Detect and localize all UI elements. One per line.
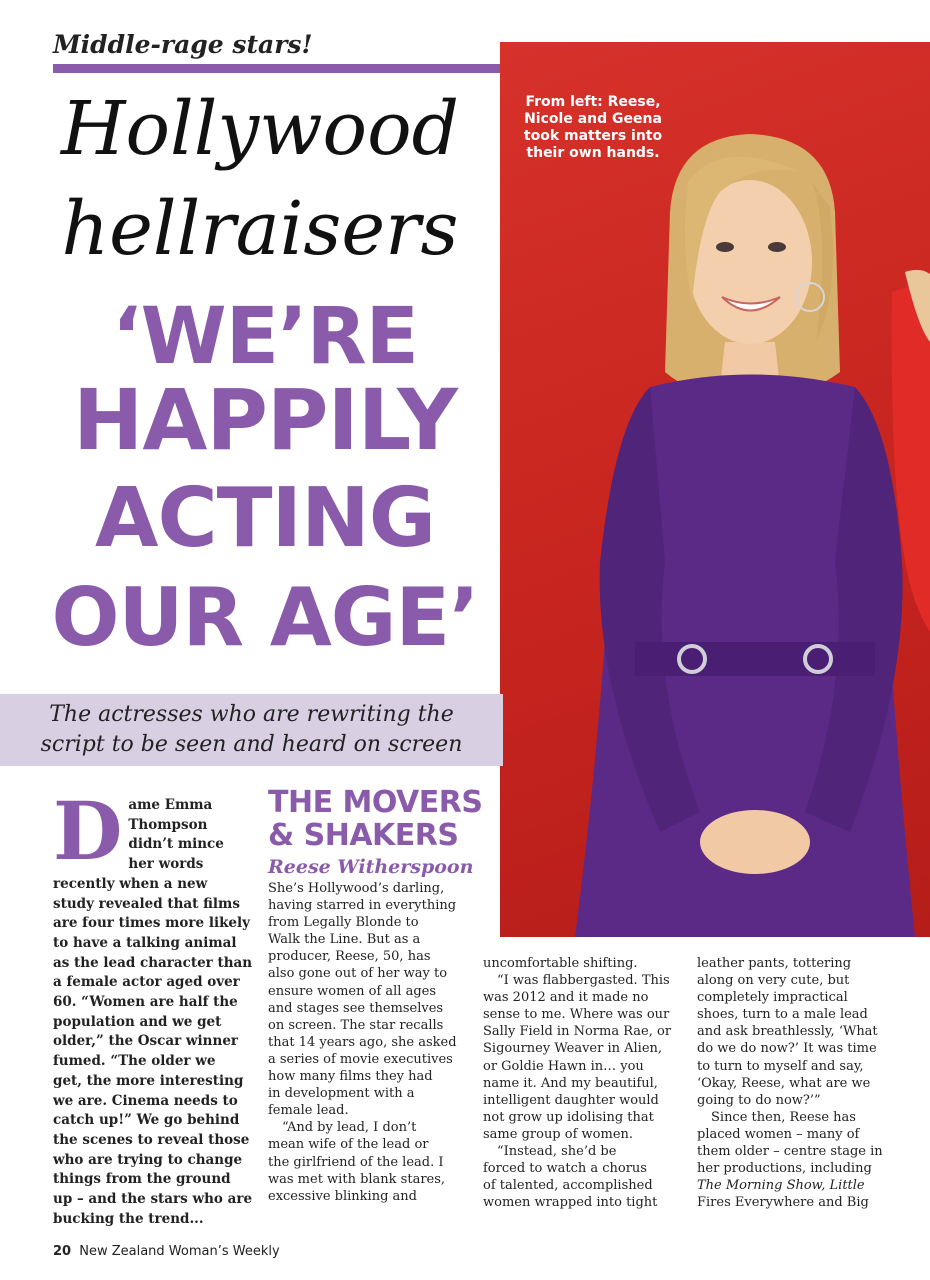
intro-line: we are. Cinema needs to — [53, 1092, 238, 1109]
headline-quote-line: ‘WE’RE — [112, 292, 418, 382]
body-line: from Legally Blonde to — [268, 915, 419, 931]
body-line: ensure women of all ages — [268, 983, 437, 999]
body-line: that 14 years ago, she asked — [268, 1034, 457, 1050]
page-footer — [53, 1244, 280, 1259]
caption-line: their own hands. — [526, 145, 660, 161]
page-number: 20 — [53, 1244, 72, 1259]
photo-caption — [518, 94, 668, 162]
intro-line: catch up!” We go behind — [53, 1112, 240, 1129]
body-line: Sigourney Weaver in Alien, — [483, 1041, 663, 1057]
body-line: female lead. — [268, 1103, 349, 1119]
standfirst — [0, 694, 503, 766]
body-line: ‘Okay, Reese, what are we — [697, 1075, 871, 1091]
body-line: how many films they had — [268, 1069, 433, 1085]
body-line: her productions, including — [697, 1161, 872, 1177]
intro-line: are four times more likely — [53, 915, 250, 932]
intro-line: older,” the Oscar winner — [53, 1033, 239, 1050]
body-line: producer, Reese, 50, has — [268, 949, 431, 965]
intro-column — [53, 784, 253, 1229]
body-line: “I was flabbergasted. This — [497, 973, 670, 989]
intro-line: up – and the stars who are — [53, 1191, 253, 1208]
body-line: the girlfriend of the lead. I — [268, 1154, 444, 1170]
section-heading-line: THE MOVERS — [268, 785, 483, 820]
body-line: to turn to myself and say, — [697, 1058, 864, 1074]
body-line: The Morning Show, Little — [697, 1178, 865, 1194]
headline-script-line: Hollywood — [60, 86, 460, 172]
intro-line: didn’t mince — [128, 836, 224, 853]
headline-quote-line: OUR AGE’ — [51, 571, 479, 664]
body-line: along on very cute, but — [697, 973, 850, 989]
body-line: shoes, turn to a male lead — [697, 1007, 868, 1023]
body-line: Walk the Line. But as a — [268, 932, 421, 948]
photo-illustration — [500, 42, 930, 937]
standfirst-line: The actresses who are rewriting the — [49, 702, 454, 727]
intro-line: who are trying to change — [53, 1151, 243, 1168]
body-line: on screen. The star recalls — [268, 1017, 444, 1033]
headline-quote-line: HAPPILY — [73, 371, 457, 469]
body-line: or Goldie Hawn in… you — [483, 1058, 644, 1074]
intro-line: things from the ground — [53, 1171, 231, 1188]
body-line: completely impractical — [697, 990, 848, 1006]
intro-line: get, the more interesting — [53, 1072, 244, 1089]
body-line: leather pants, tottering — [697, 956, 852, 971]
body-line: mean wife of the lead or — [268, 1137, 429, 1153]
body-line: of talented, accomplished — [483, 1178, 653, 1194]
publication-name: New Zealand Woman’s Weekly — [79, 1244, 280, 1259]
body-line: a series of movie executives — [268, 1051, 453, 1067]
kicker: Middle-rage stars! — [53, 30, 313, 59]
headline-quote-line: ACTING — [94, 471, 436, 566]
intro-line: a female actor aged over — [53, 974, 240, 991]
body-line: was 2012 and it made no — [483, 990, 649, 1006]
section-heading-line: & SHAKERS — [268, 818, 459, 853]
section-subheading: Reese Witherspoon — [268, 856, 474, 878]
caption-line: Nicole and Geena — [524, 111, 662, 127]
body-line: and stages see themselves — [268, 1000, 444, 1016]
caption-line: took matters into — [523, 128, 663, 144]
body-line: excessive blinking and — [268, 1188, 417, 1204]
intro-line: her words — [128, 856, 204, 873]
body-line: Sally Field in Norma Rae, or — [483, 1024, 672, 1040]
caption-line: From left: Reese, — [525, 94, 661, 110]
body-line: having starred in everything — [268, 898, 457, 914]
body-line: sense to me. Where was our — [483, 1007, 670, 1023]
body-line: name it. And my beautiful, — [483, 1075, 658, 1091]
intro-line: bucking the trend... — [53, 1210, 204, 1227]
body-line: uncomfortable shifting. — [483, 956, 638, 971]
body-column-4 — [697, 955, 897, 1211]
body-line: and ask breathlessly, ‘What — [697, 1024, 878, 1040]
body-line: forced to watch a chorus — [483, 1161, 647, 1177]
intro-line: fumed. “The older we — [53, 1053, 216, 1070]
intro-line: recently when a new — [53, 875, 208, 892]
intro-line: Thompson — [128, 816, 208, 833]
body-line: “And by lead, I don’t — [282, 1120, 417, 1136]
body-line: placed women – many of — [697, 1126, 860, 1142]
section-heading — [268, 786, 482, 852]
body-line: She’s Hollywood’s darling, — [268, 881, 445, 896]
body-line: them older – centre stage in — [697, 1144, 883, 1160]
body-line: women wrapped into tight — [483, 1195, 658, 1211]
body-column-3 — [483, 955, 683, 1211]
intro-line: the scenes to reveal those — [53, 1131, 250, 1148]
intro-line: study revealed that films — [53, 895, 240, 912]
body-line: going to do now?’” — [697, 1092, 821, 1108]
body-line: intelligent daughter would — [483, 1092, 659, 1108]
standfirst-line: script to be seen and heard on screen — [40, 732, 463, 757]
body-line: “Instead, she’d be — [497, 1144, 617, 1160]
body-line: do we do now?’ It was time — [697, 1041, 877, 1057]
body-line: not grow up idolising that — [483, 1109, 654, 1125]
body-line: was met with blank stares, — [268, 1171, 446, 1187]
body-line: same group of women. — [483, 1126, 634, 1142]
drop-cap: D — [53, 784, 123, 878]
body-line: Fires Everywhere and Big — [697, 1195, 869, 1211]
intro-line: 60. “Women are half the — [53, 994, 238, 1011]
intro-line: as the lead character than — [53, 954, 253, 971]
intro-line: to have a talking animal — [53, 934, 237, 951]
headline-script-line: hellraisers — [61, 186, 459, 272]
intro-line: population and we get — [53, 1013, 222, 1030]
body-column-2 — [268, 880, 468, 1205]
intro-line: ame Emma — [128, 797, 213, 813]
feature-photo — [500, 42, 930, 937]
body-line: Since then, Reese has — [711, 1109, 856, 1125]
body-line: also gone out of her way to — [268, 966, 448, 982]
body-line: in development with a — [268, 1086, 415, 1102]
